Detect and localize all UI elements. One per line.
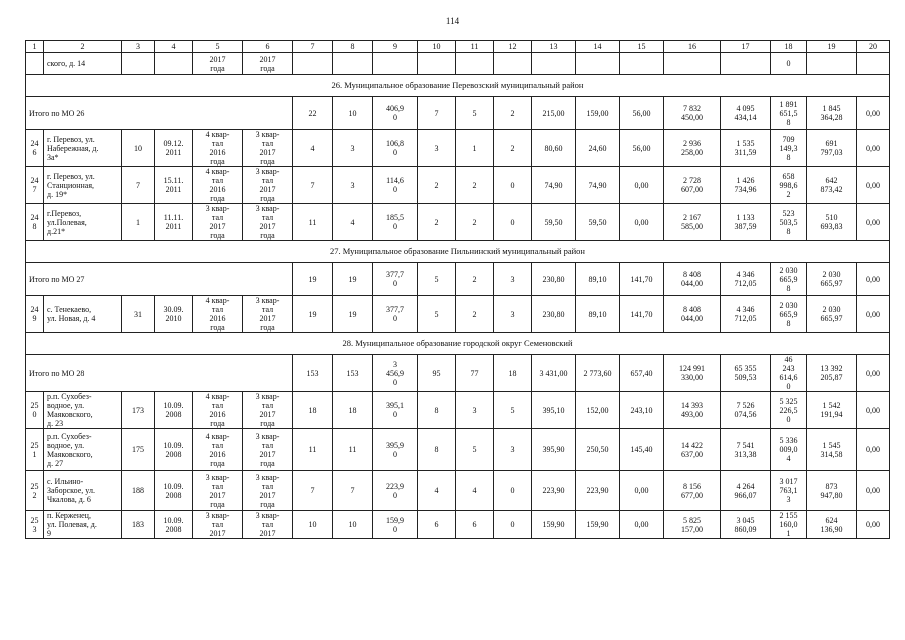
cell-col-16: 2 167 585,00 xyxy=(664,204,721,241)
table-row xyxy=(26,130,890,167)
cell-col-10: 2 xyxy=(418,204,456,241)
total-cell-col-18: 1 891 651,5 8 xyxy=(771,97,807,130)
cell-col-9: 185,5 0 xyxy=(373,204,418,241)
row-number-cell: 24 8 xyxy=(26,204,44,241)
cell-col-4: 09.12. 2011 xyxy=(155,130,193,167)
cell-col-9: 377,7 0 xyxy=(373,296,418,333)
cell-col-19: 1 545 314,58 xyxy=(807,429,857,471)
cell-col-20: 0,00 xyxy=(857,130,890,167)
header-cell: 2 xyxy=(44,41,122,53)
total-cell-col-15: 56,00 xyxy=(620,97,664,130)
cell-col-7: 7 xyxy=(293,167,333,204)
cell-col-4: 15.11. 2011 xyxy=(155,167,193,204)
header-cell: 19 xyxy=(807,41,857,53)
header-cell: 18 xyxy=(771,41,807,53)
cell-col-15: 56,00 xyxy=(620,130,664,167)
total-cell-col-17: 4 346 712,05 xyxy=(721,263,771,296)
total-cell-col-8: 153 xyxy=(333,355,373,392)
cell-col-7: 11 xyxy=(293,204,333,241)
cell-col-4: 10.09. 2008 xyxy=(155,429,193,471)
section-title-row xyxy=(26,241,890,263)
address-cell: с. Ильино- Заборское, ул. Чкалова, д. 6 xyxy=(44,471,122,511)
cell-col-20: 0,00 xyxy=(857,471,890,511)
address-cell: с. Тенекаево, ул. Новая, д. 4 xyxy=(44,296,122,333)
section-title: 28. Муниципальное образование городской округ Семеновский xyxy=(26,333,890,355)
total-cell-col-12: 3 xyxy=(494,263,532,296)
cell-col-7: 19 xyxy=(293,296,333,333)
cell-col-8: 11 xyxy=(333,429,373,471)
cell-col-14: 159,90 xyxy=(576,511,620,539)
total-label: Итого по МО 26 xyxy=(26,97,293,130)
cell-col-18: 2 030 665,9 8 xyxy=(771,296,807,333)
cell-col-14: 223,90 xyxy=(576,471,620,511)
header-cell: 12 xyxy=(494,41,532,53)
total-cell-col-14: 89,10 xyxy=(576,263,620,296)
cell xyxy=(456,53,494,75)
cell-col-14: 24,60 xyxy=(576,130,620,167)
cell-col-19: 642 873,42 xyxy=(807,167,857,204)
total-cell-col-12: 18 xyxy=(494,355,532,392)
cell-col-8: 4 xyxy=(333,204,373,241)
cell xyxy=(620,53,664,75)
cell-col-5: 3 квар- тал 2017 года xyxy=(193,471,243,511)
cell-col-17: 1 426 734,96 xyxy=(721,167,771,204)
cell-col-5: 3 квар- тал 2017 xyxy=(193,511,243,539)
cell-col-19: 873 947,80 xyxy=(807,471,857,511)
total-cell-col-10: 7 xyxy=(418,97,456,130)
total-cell-col-7: 22 xyxy=(293,97,333,130)
cell-col-4: 11.11. 2011 xyxy=(155,204,193,241)
cell xyxy=(333,53,373,75)
cell-col-12: 2 xyxy=(494,130,532,167)
cell-col-13: 223,90 xyxy=(532,471,576,511)
cell-col-6: 3 квар- тал 2017 xyxy=(243,511,293,539)
cell-col-20: 0,00 xyxy=(857,392,890,429)
cell-col-6: 3 квар- тал 2017 года xyxy=(243,392,293,429)
table-row xyxy=(26,167,890,204)
total-cell-col-17: 4 095 434,14 xyxy=(721,97,771,130)
total-cell-col-17: 65 355 509,53 xyxy=(721,355,771,392)
cell: 0 xyxy=(771,53,807,75)
cell-col-15: 243,10 xyxy=(620,392,664,429)
cell-col-17: 7 526 074,56 xyxy=(721,392,771,429)
cell: 2017 года xyxy=(193,53,243,75)
section-total-row xyxy=(26,355,890,392)
cell-col-18: 523 503,5 8 xyxy=(771,204,807,241)
cell-col-11: 1 xyxy=(456,130,494,167)
cell-col-12: 3 xyxy=(494,296,532,333)
row-number-cell: 25 1 xyxy=(26,429,44,471)
section-total-row xyxy=(26,263,890,296)
section-title-row xyxy=(26,75,890,97)
cell-col-6: 3 квар- тал 2017 года xyxy=(243,429,293,471)
total-cell-col-19: 13 392 205,87 xyxy=(807,355,857,392)
address-cell: п. Керженец, ул. Полевая, д. 9 xyxy=(44,511,122,539)
cell-col-3: 1 xyxy=(122,204,155,241)
cell-col-6: 3 квар- тал 2017 года xyxy=(243,296,293,333)
cell-col-10: 2 xyxy=(418,167,456,204)
cell xyxy=(418,53,456,75)
cell xyxy=(664,53,721,75)
section-title-row xyxy=(26,333,890,355)
cell xyxy=(26,53,44,75)
cell-col-7: 7 xyxy=(293,471,333,511)
total-cell-col-19: 2 030 665,97 xyxy=(807,263,857,296)
cell-col-10: 8 xyxy=(418,429,456,471)
cell-col-16: 14 393 493,00 xyxy=(664,392,721,429)
cell-col-4: 10.09. 2008 xyxy=(155,471,193,511)
cell-col-16: 2 936 258,00 xyxy=(664,130,721,167)
total-cell-col-11: 2 xyxy=(456,263,494,296)
cell-col-11: 5 xyxy=(456,429,494,471)
cell-col-20: 0,00 xyxy=(857,167,890,204)
sections-body xyxy=(26,75,890,539)
cell-col-5: 4 квар- тал 2016 года xyxy=(193,130,243,167)
continuation-row xyxy=(26,53,890,75)
cell: 2017 года xyxy=(243,53,293,75)
total-cell-col-13: 230,80 xyxy=(532,263,576,296)
table-row xyxy=(26,392,890,429)
cell-col-13: 395,10 xyxy=(532,392,576,429)
cell-col-15: 0,00 xyxy=(620,204,664,241)
cell-col-5: 4 квар- тал 2016 года xyxy=(193,167,243,204)
cell-col-3: 7 xyxy=(122,167,155,204)
cell-col-5: 3 квар- тал 2017 года xyxy=(193,204,243,241)
header-cell: 4 xyxy=(155,41,193,53)
cell-col-15: 0,00 xyxy=(620,511,664,539)
total-cell-col-20: 0,00 xyxy=(857,97,890,130)
cell-col-8: 18 xyxy=(333,392,373,429)
total-label: Итого по МО 28 xyxy=(26,355,293,392)
cell-col-17: 1 133 387,59 xyxy=(721,204,771,241)
cell-col-10: 3 xyxy=(418,130,456,167)
cell-col-10: 8 xyxy=(418,392,456,429)
header-cell: 17 xyxy=(721,41,771,53)
total-cell-col-16: 7 832 450,00 xyxy=(664,97,721,130)
cell-col-10: 6 xyxy=(418,511,456,539)
cell-col-19: 510 693,83 xyxy=(807,204,857,241)
address-cell: г. Перевоз, ул. Станционная, д. 19* xyxy=(44,167,122,204)
cell-col-17: 1 535 311,59 xyxy=(721,130,771,167)
cell-col-19: 1 542 191,94 xyxy=(807,392,857,429)
address-cell: ского, д. 14 xyxy=(44,53,122,75)
cell-col-19: 691 797,03 xyxy=(807,130,857,167)
header-cell: 5 xyxy=(193,41,243,53)
total-cell-col-14: 159,00 xyxy=(576,97,620,130)
address-cell: р.п. Сухобез- водное, ул. Маяковского, д. 23 xyxy=(44,392,122,429)
cell-col-7: 4 xyxy=(293,130,333,167)
column-number-row xyxy=(26,41,890,53)
total-cell-col-16: 124 991 330,00 xyxy=(664,355,721,392)
cell-col-18: 2 155 160,0 1 xyxy=(771,511,807,539)
cell-col-6: 3 квар- тал 2017 года xyxy=(243,204,293,241)
cell-col-11: 2 xyxy=(456,296,494,333)
cell-col-4: 30.09. 2010 xyxy=(155,296,193,333)
cell-col-14: 59,50 xyxy=(576,204,620,241)
total-cell-col-8: 19 xyxy=(333,263,373,296)
cell-col-20: 0,00 xyxy=(857,204,890,241)
cell-col-5: 4 квар- тал 2016 года xyxy=(193,392,243,429)
cell-col-16: 2 728 607,00 xyxy=(664,167,721,204)
header-cell: 1 xyxy=(26,41,44,53)
cell-col-11: 3 xyxy=(456,392,494,429)
header-cell: 14 xyxy=(576,41,620,53)
cell-col-15: 141,70 xyxy=(620,296,664,333)
cell-col-12: 0 xyxy=(494,167,532,204)
table-row xyxy=(26,471,890,511)
total-cell-col-18: 46 243 614,6 0 xyxy=(771,355,807,392)
cell-col-12: 0 xyxy=(494,511,532,539)
total-cell-col-13: 215,00 xyxy=(532,97,576,130)
cell-col-18: 5 325 226,5 0 xyxy=(771,392,807,429)
cell-col-3: 173 xyxy=(122,392,155,429)
cell-col-13: 395,90 xyxy=(532,429,576,471)
cell-col-16: 14 422 637,00 xyxy=(664,429,721,471)
header-cell: 20 xyxy=(857,41,890,53)
cell-col-7: 11 xyxy=(293,429,333,471)
cell-col-5: 4 квар- тал 2016 года xyxy=(193,429,243,471)
cell-col-18: 658 998,6 2 xyxy=(771,167,807,204)
total-cell-col-18: 2 030 665,9 8 xyxy=(771,263,807,296)
cell-col-5: 4 квар- тал 2016 года xyxy=(193,296,243,333)
cell-col-9: 223,9 0 xyxy=(373,471,418,511)
header-cell: 10 xyxy=(418,41,456,53)
section-title: 26. Муниципальное образование Перевозский муниципальный район xyxy=(26,75,890,97)
total-cell-col-20: 0,00 xyxy=(857,355,890,392)
address-cell: г.Перевоз, ул.Полевая, д.21* xyxy=(44,204,122,241)
cell-col-6: 3 квар- тал 2017 года xyxy=(243,167,293,204)
cell-col-20: 0,00 xyxy=(857,429,890,471)
cell-col-15: 0,00 xyxy=(620,471,664,511)
cell-col-18: 3 017 763,1 3 xyxy=(771,471,807,511)
cell-col-13: 74,90 xyxy=(532,167,576,204)
address-cell: р.п. Сухобез- водное, ул. Маяковского, д. 27 xyxy=(44,429,122,471)
total-cell-col-15: 657,40 xyxy=(620,355,664,392)
cell-col-11: 2 xyxy=(456,167,494,204)
total-cell-col-14: 2 773,60 xyxy=(576,355,620,392)
cell xyxy=(576,53,620,75)
cell-col-16: 8 408 044,00 xyxy=(664,296,721,333)
header-cell: 15 xyxy=(620,41,664,53)
cell xyxy=(155,53,193,75)
page-number: 114 xyxy=(445,16,460,26)
cell xyxy=(122,53,155,75)
cell-col-13: 59,50 xyxy=(532,204,576,241)
header-cell: 8 xyxy=(333,41,373,53)
cell-col-17: 3 045 860,09 xyxy=(721,511,771,539)
header-cell: 13 xyxy=(532,41,576,53)
section-title: 27. Муниципальное образование Пильнинский муниципальный район xyxy=(26,241,890,263)
row-number-cell: 25 0 xyxy=(26,392,44,429)
cell xyxy=(494,53,532,75)
cell-col-13: 80,60 xyxy=(532,130,576,167)
cell-col-9: 395,1 0 xyxy=(373,392,418,429)
header-cell: 16 xyxy=(664,41,721,53)
cell xyxy=(807,53,857,75)
header-cell: 9 xyxy=(373,41,418,53)
cell-col-8: 3 xyxy=(333,167,373,204)
cell-col-7: 10 xyxy=(293,511,333,539)
header-cell: 11 xyxy=(456,41,494,53)
cell-col-13: 159,90 xyxy=(532,511,576,539)
total-cell-col-15: 141,70 xyxy=(620,263,664,296)
cell-col-3: 175 xyxy=(122,429,155,471)
cell-col-15: 145,40 xyxy=(620,429,664,471)
cell-col-14: 250,50 xyxy=(576,429,620,471)
cell-col-17: 4 264 966,07 xyxy=(721,471,771,511)
cell-col-4: 10.09. 2008 xyxy=(155,392,193,429)
total-cell-col-12: 2 xyxy=(494,97,532,130)
cell-col-11: 4 xyxy=(456,471,494,511)
header-cell: 3 xyxy=(122,41,155,53)
cell-col-17: 4 346 712,05 xyxy=(721,296,771,333)
total-cell-col-16: 8 408 044,00 xyxy=(664,263,721,296)
cell-col-12: 3 xyxy=(494,429,532,471)
cell-col-10: 4 xyxy=(418,471,456,511)
cell xyxy=(857,53,890,75)
cell-col-17: 7 541 313,38 xyxy=(721,429,771,471)
total-label: Итого по МО 27 xyxy=(26,263,293,296)
cell-col-3: 183 xyxy=(122,511,155,539)
total-cell-col-7: 19 xyxy=(293,263,333,296)
cell-col-8: 7 xyxy=(333,471,373,511)
housing-program-table xyxy=(25,40,890,539)
cell xyxy=(532,53,576,75)
cell-col-16: 8 156 677,00 xyxy=(664,471,721,511)
cell-col-13: 230,80 xyxy=(532,296,576,333)
cell xyxy=(721,53,771,75)
cell-col-18: 709 149,3 8 xyxy=(771,130,807,167)
total-cell-col-10: 5 xyxy=(418,263,456,296)
cell-col-20: 0,00 xyxy=(857,511,890,539)
cell xyxy=(293,53,333,75)
row-number-cell: 25 3 xyxy=(26,511,44,539)
cell xyxy=(373,53,418,75)
cell-col-16: 5 825 157,00 xyxy=(664,511,721,539)
cell-col-12: 0 xyxy=(494,204,532,241)
cell-col-6: 3 квар- тал 2017 года xyxy=(243,471,293,511)
cell-col-11: 2 xyxy=(456,204,494,241)
total-cell-col-7: 153 xyxy=(293,355,333,392)
cell-col-8: 3 xyxy=(333,130,373,167)
cell-col-19: 2 030 665,97 xyxy=(807,296,857,333)
cell-col-12: 0 xyxy=(494,471,532,511)
cell-col-15: 0,00 xyxy=(620,167,664,204)
cell-col-14: 74,90 xyxy=(576,167,620,204)
total-cell-col-10: 95 xyxy=(418,355,456,392)
total-cell-col-9: 3 456,9 0 xyxy=(373,355,418,392)
address-cell: г. Перевоз, ул. Набережная, д. 3а* xyxy=(44,130,122,167)
cell-col-20: 0,00 xyxy=(857,296,890,333)
header-cell: 6 xyxy=(243,41,293,53)
header-cell: 7 xyxy=(293,41,333,53)
total-cell-col-9: 377,7 0 xyxy=(373,263,418,296)
total-cell-col-11: 77 xyxy=(456,355,494,392)
cell-col-14: 152,00 xyxy=(576,392,620,429)
cell-col-10: 5 xyxy=(418,296,456,333)
section-total-row xyxy=(26,97,890,130)
cell-col-9: 395,9 0 xyxy=(373,429,418,471)
cell-col-14: 89,10 xyxy=(576,296,620,333)
cell-col-7: 18 xyxy=(293,392,333,429)
cell-col-9: 106,8 0 xyxy=(373,130,418,167)
total-cell-col-8: 10 xyxy=(333,97,373,130)
cell-col-12: 5 xyxy=(494,392,532,429)
total-cell-col-13: 3 431,00 xyxy=(532,355,576,392)
table-row xyxy=(26,511,890,539)
total-cell-col-20: 0,00 xyxy=(857,263,890,296)
row-number-cell: 24 7 xyxy=(26,167,44,204)
total-cell-col-11: 5 xyxy=(456,97,494,130)
cell-col-18: 5 336 009,0 4 xyxy=(771,429,807,471)
cell-col-3: 10 xyxy=(122,130,155,167)
cell-col-9: 159,9 0 xyxy=(373,511,418,539)
cell-col-11: 6 xyxy=(456,511,494,539)
cell-col-19: 624 136,90 xyxy=(807,511,857,539)
cell-col-8: 10 xyxy=(333,511,373,539)
cell-col-9: 114,6 0 xyxy=(373,167,418,204)
table-row xyxy=(26,204,890,241)
total-cell-col-19: 1 845 364,28 xyxy=(807,97,857,130)
cell-col-3: 188 xyxy=(122,471,155,511)
table-row xyxy=(26,429,890,471)
table-row xyxy=(26,296,890,333)
row-number-cell: 25 2 xyxy=(26,471,44,511)
cell-col-6: 3 квар- тал 2017 года xyxy=(243,130,293,167)
cell-col-8: 19 xyxy=(333,296,373,333)
row-number-cell: 24 6 xyxy=(26,130,44,167)
total-cell-col-9: 406,9 0 xyxy=(373,97,418,130)
cell-col-4: 10.09. 2008 xyxy=(155,511,193,539)
row-number-cell: 24 9 xyxy=(26,296,44,333)
cell-col-3: 31 xyxy=(122,296,155,333)
